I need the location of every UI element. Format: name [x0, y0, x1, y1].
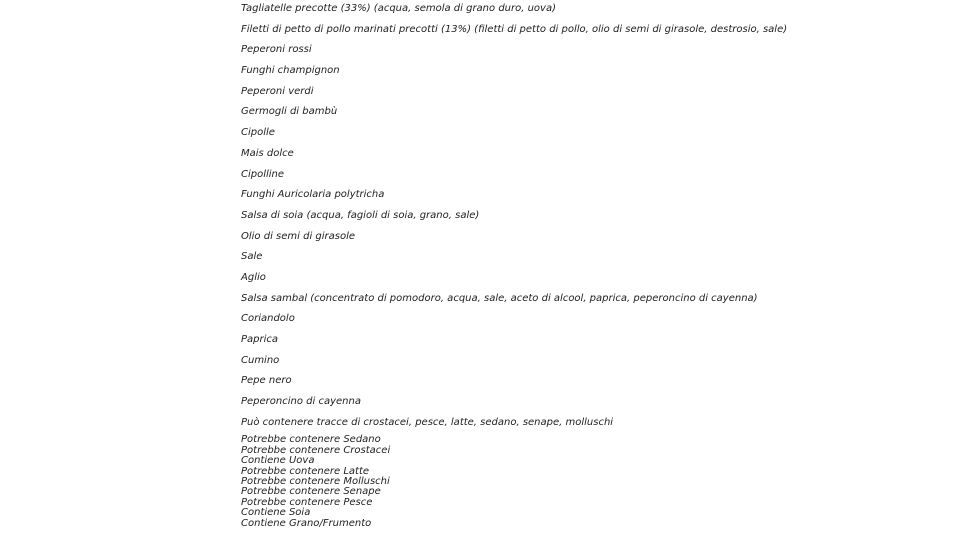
ingredient-item: Sale	[241, 251, 263, 263]
ingredients-section	[241, 0, 941, 529]
allergen-item: Contiene Soia	[241, 507, 311, 519]
ingredient-item: Salsa di soia (acqua, fagioli di soia, grano, sale)	[241, 209, 480, 221]
ingredient-item: Peperoni verdi	[241, 85, 314, 97]
ingredient-item: Germogli di bambù	[241, 106, 338, 118]
ingredient-item: Cipolle	[241, 127, 275, 139]
ingredient-item: Pepe nero	[241, 375, 292, 387]
allergen-item: Potrebbe contenere Molluschi	[241, 476, 390, 487]
allergen-item: Potrebbe contenere Senape	[241, 486, 381, 498]
ingredient-item: Aglio	[241, 271, 266, 283]
allergen-item: Potrebbe contenere Latte	[241, 465, 370, 477]
ingredient-item: Salsa sambal (concentrato di pomodoro, acqua, sale, aceto di alcool, paprica, peperoncino di cayenna)	[241, 292, 758, 304]
allergen-item: Potrebbe contenere Crostacei	[241, 444, 391, 456]
ingredient-item: Funghi Auricolaria polytricha	[241, 189, 385, 201]
ingredient-item: Olio di semi di girasole	[241, 230, 356, 242]
ingredient-item: Mais dolce	[241, 147, 294, 159]
ingredient-item: Funghi champignon	[241, 65, 340, 77]
ingredient-item: Coriandolo	[241, 313, 295, 325]
allergen-item: Contiene Grano/Frumento	[241, 517, 372, 529]
ingredient-item: Peperoncino di cayenna	[241, 396, 361, 408]
ingredient-item: Filetti di petto di pollo marinati precotti (13%) (filetti di petto di pollo, olio di semi di girasole, destrosio, sale)	[241, 23, 788, 35]
ingredient-item: Paprica	[241, 334, 279, 345]
trace-warning: Può contenere tracce di crostacei, pesce, latte, sedano, senape, molluschi	[241, 416, 614, 428]
allergen-list	[241, 435, 941, 529]
ingredient-item: Tagliatelle precotte (33%) (acqua, semola di grano duro, uova)	[241, 3, 556, 14]
ingredient-item: Peperoni rossi	[241, 44, 312, 56]
ingredient-item: Cumino	[241, 354, 280, 366]
ingredient-item: Cipolline	[241, 168, 285, 180]
allergen-item: Potrebbe contenere Sedano	[241, 434, 381, 446]
allergen-item: Potrebbe contenere Pesce	[241, 496, 373, 508]
ingredient-list	[241, 0, 941, 434]
allergen-item: Contiene Uova	[241, 455, 315, 467]
